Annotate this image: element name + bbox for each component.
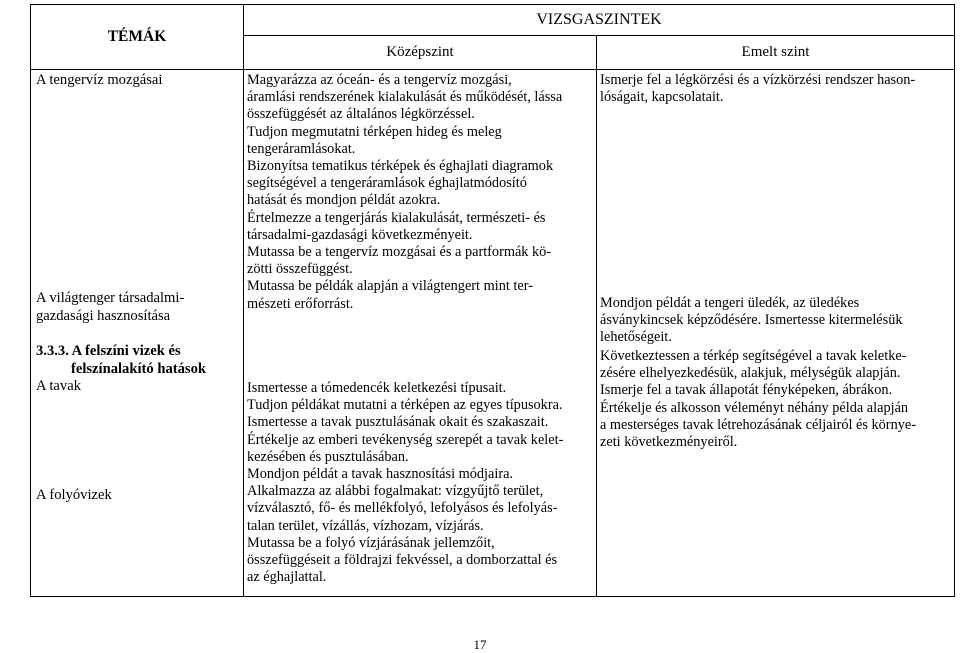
- text-line: Értékelje és alkosson véleményt néhány példa alapján: [600, 399, 909, 416]
- advanced-sea-block: [600, 72, 952, 106]
- text-line: tengeráramlásokat.: [247, 140, 356, 157]
- text-line: Mondjon példát a tengeri üledék, az üledékes: [600, 295, 860, 311]
- text-line: kezésében és pusztulásában.: [247, 448, 409, 465]
- topic-text: gazdasági hasznosítása: [36, 307, 171, 324]
- intermediate-level-label: Középszint: [386, 44, 454, 60]
- topic-text: A világtenger társadalmi-: [36, 290, 185, 306]
- advanced-level-header: [597, 36, 955, 70]
- advanced-ocean-use-block: [600, 295, 952, 347]
- topic-surface-waters: [36, 343, 241, 396]
- topic-sea-water-movement: [36, 72, 241, 90]
- requirements-table: [30, 4, 955, 597]
- text-line: társadalmi-gazdasági következményeit.: [247, 226, 473, 243]
- intermediate-level-header: [244, 36, 597, 70]
- section-heading: felszínalakító hatások: [70, 360, 206, 377]
- intermediate-sea-block: [247, 72, 594, 313]
- text-line: ásványkincsek képződésére. Ismertesse kitermelésük: [600, 312, 903, 329]
- text-line: Magyarázza az óceán- és a tengervíz mozgási,: [247, 72, 512, 88]
- exam-levels-header: [244, 5, 955, 36]
- text-line: Ismerje fel a tavak állapotát fényképeken, ábrákon.: [600, 382, 893, 399]
- text-line: Mondjon példát a tavak hasznosítási módjaira.: [247, 466, 514, 483]
- text-line: Alkalmazza az alábbi fogalmakat: vízgyűjtő terület,: [247, 483, 544, 500]
- exam-levels-header-label: VIZSGASZINTEK: [536, 11, 662, 28]
- text-line: hatását és mondjon példát azokra.: [247, 192, 441, 209]
- text-line: Tudjon példákat mutatni a térképen az egyes típusokra.: [247, 397, 563, 414]
- text-line: segítségével a tengeráramlások éghajlatmódosító: [247, 175, 527, 192]
- topic-text: A tavak: [36, 378, 81, 394]
- text-line: összefüggését az általános légkörzéssel.: [247, 106, 475, 123]
- text-line: Ismertesse a tavak pusztulásának okait és szakaszait.: [247, 414, 549, 431]
- topic-text: A folyóvizek: [36, 487, 112, 503]
- topics-header: [31, 5, 244, 70]
- text-line: Ismertesse a tómedencék keletkezési típusait.: [247, 380, 507, 396]
- text-line: zötti összefüggést.: [247, 261, 353, 278]
- text-line: lóságait, kapcsolatait.: [600, 89, 724, 106]
- topic-text: A tengervíz mozgásai: [36, 72, 163, 88]
- text-line: Ismerje fel a légkörzési és a vízkörzési rendszer hason-: [600, 72, 916, 88]
- text-line: a mesterséges tavak létrehozásának céljairól és környe-: [600, 416, 916, 433]
- text-line: Mutassa be a tengervíz mozgásai és a partformák kö-: [247, 244, 552, 261]
- text-line: vízválasztó, fő- és mellékfolyó, lefolyásos és lefolyás-: [247, 500, 558, 517]
- topic-world-ocean-use: [36, 290, 241, 325]
- text-line: áramlási rendszerének kialakulását és működését, lássa: [247, 89, 563, 106]
- topics-column: [31, 70, 244, 597]
- text-line: talan terület, vízállás, vízhozam, vízjárás.: [247, 517, 484, 534]
- page-number: 17: [473, 637, 487, 652]
- text-line: mészeti erőforrást.: [247, 295, 354, 312]
- text-line: Következtessen a térkép segítségével a tavak keletke-: [600, 348, 907, 364]
- text-line: lehetőségeit.: [600, 329, 672, 346]
- text-line: Értelmezze a tengerjárás kialakulását, természeti- és: [247, 209, 546, 226]
- text-line: összefüggéseit a földrajzi fekvéssel, a domborzattal és: [247, 552, 558, 569]
- text-line: Mutassa be a folyó vízjárásának jellemzőit,: [247, 534, 495, 551]
- intermediate-level-column: [244, 70, 597, 597]
- text-line: Értékelje az emberi tevékenység szerepét a tavak kelet-: [247, 431, 564, 448]
- advanced-level-label: Emelt szint: [741, 44, 810, 60]
- section-heading: 3.3.3. A felszíni vizek és: [36, 343, 181, 359]
- text-line: az éghajlattal.: [247, 569, 327, 586]
- topics-header-label: TÉMÁK: [107, 28, 167, 45]
- text-line: zeti következményeiről.: [600, 434, 738, 451]
- text-line: Mutassa be példák alapján a világtengert mint ter-: [247, 278, 533, 295]
- text-line: Tudjon megmutatni térképen hideg és meleg: [247, 123, 502, 140]
- advanced-level-column: [597, 70, 955, 597]
- text-line: zésére elhelyezkedésük, alakjuk, mélységük alapján.: [600, 365, 901, 382]
- text-line: Bizonyítsa tematikus térképek és éghajlati diagramok: [247, 158, 554, 175]
- topic-rivers: [36, 487, 241, 505]
- advanced-lakes-block: [600, 348, 952, 451]
- intermediate-waters-block: [247, 380, 594, 586]
